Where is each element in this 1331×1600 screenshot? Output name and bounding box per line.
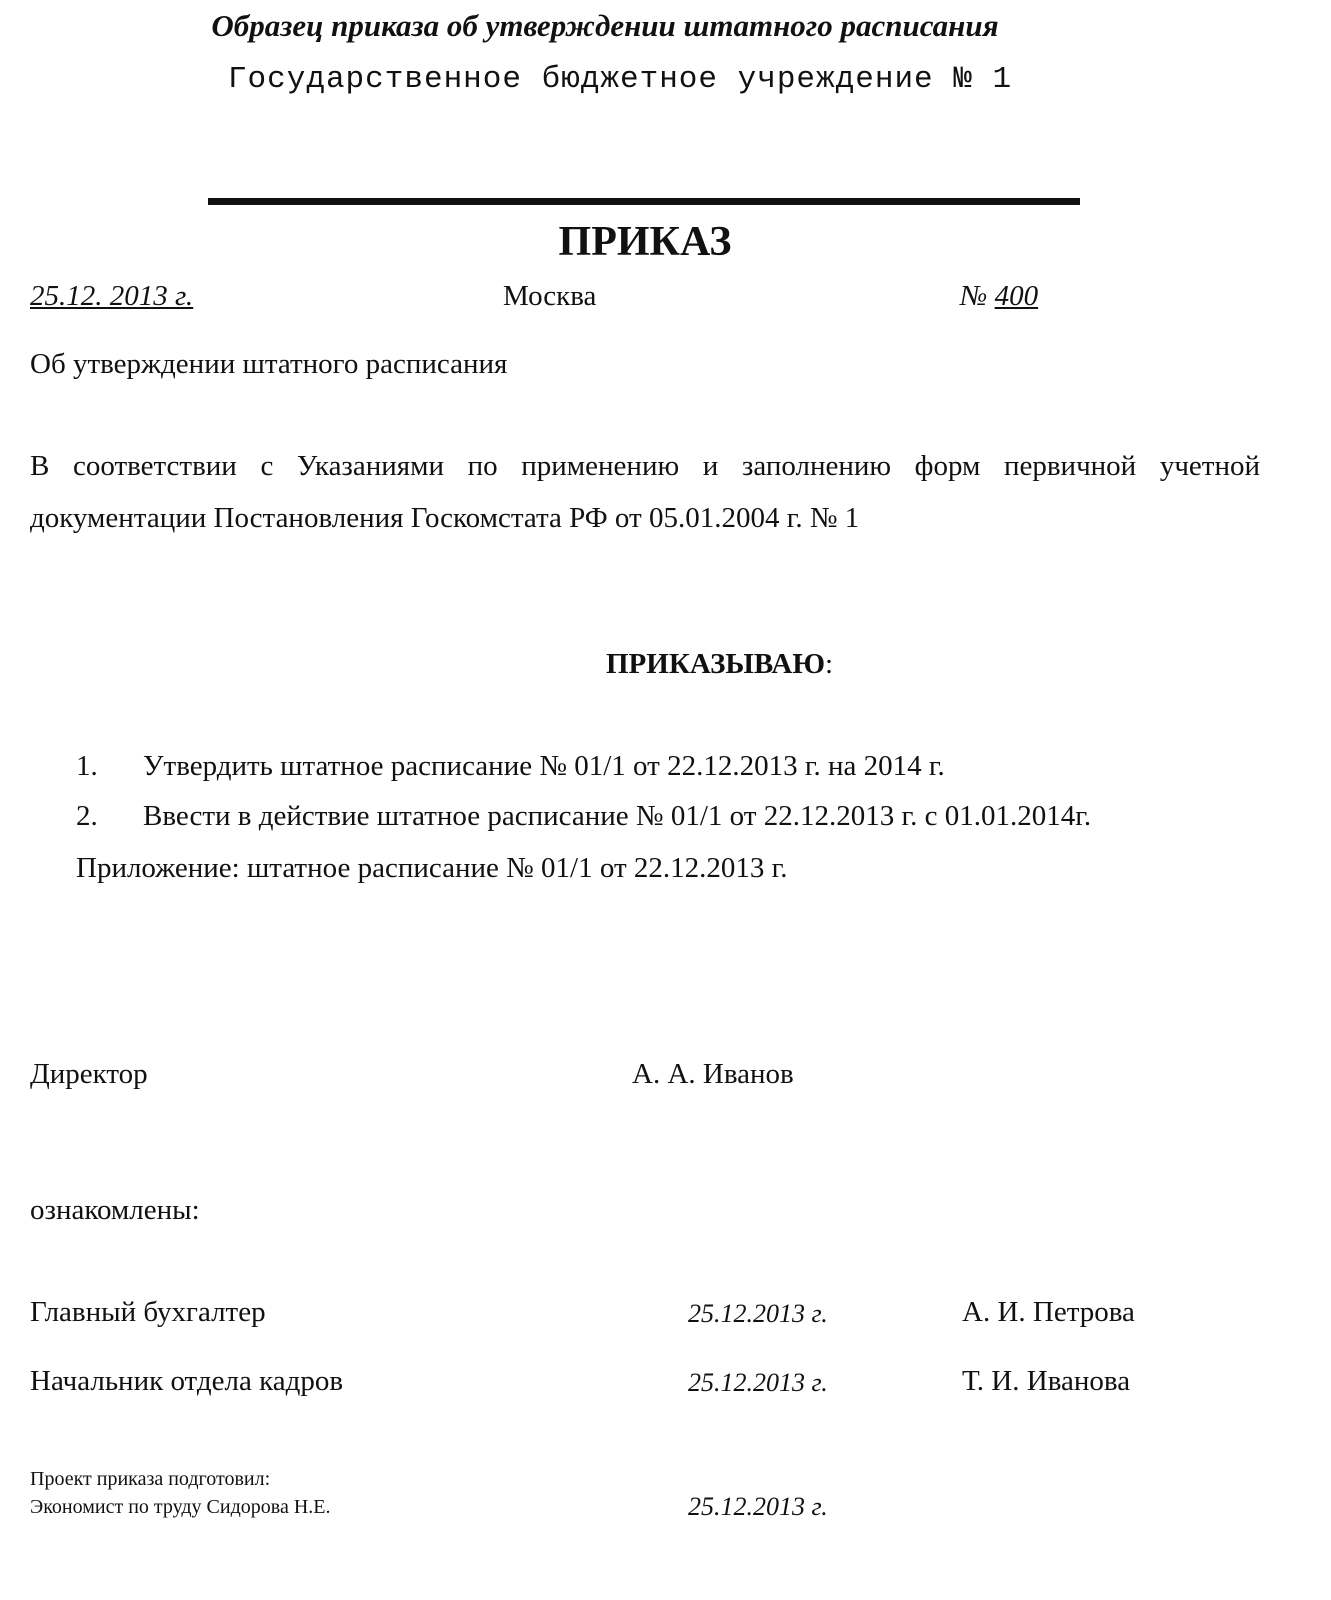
order-number-prefix: № (960, 280, 995, 312)
order-number (960, 280, 1038, 313)
document-sample-title: Образец приказа об утверждении штатного расписания (211, 8, 999, 43)
list-item-number: 1. (76, 750, 98, 782)
order-subject: Об утверждении штатного расписания (30, 348, 508, 380)
order-date: 25.12. 2013 г. (30, 280, 194, 312)
acknowledgement-label: ознакомлены: (30, 1194, 200, 1226)
order-basis: В соответствии с Указаниями по применению и заполнению форм первичной учетной документации Постановления Госкомстата РФ от 05.01.2004 г. № 1 (30, 450, 1260, 534)
signatory-role: Директор (30, 1058, 148, 1090)
directive-colon: : (824, 648, 834, 680)
prepared-by-date: 25.12.2013 г. (688, 1492, 828, 1521)
ack-role: Главный бухгалтер (30, 1296, 266, 1328)
order-city: Москва (503, 280, 597, 312)
organization-name: Государственное бюджетное учреждение № 1 (227, 62, 1013, 97)
list-item-number: 2. (76, 800, 98, 832)
prepared-by-person: Экономист по труду Сидорова Н.Е. (30, 1496, 331, 1518)
order-number-value: 400 (994, 280, 1039, 312)
ack-date: 25.12.2013 г. (688, 1299, 828, 1328)
order-title: ПРИКАЗ (558, 219, 732, 265)
list-item (76, 800, 1276, 840)
ack-name: Т. И. Иванова (962, 1365, 1131, 1397)
list-item-text: Утвердить штатное расписание № 01/1 от 22.12.2013 г. на 2014 г. (143, 750, 945, 782)
ack-role: Начальник отдела кадров (30, 1365, 344, 1397)
directive-word: ПРИКАЗЫВАЮ (606, 648, 825, 680)
ack-date: 25.12.2013 г. (688, 1368, 828, 1397)
order-appendix: Приложение: штатное расписание № 01/1 от 22.12.2013 г. (76, 852, 788, 884)
signatory-name: А. А. Иванов (632, 1058, 794, 1090)
ack-name: А. И. Петрова (962, 1296, 1135, 1328)
prepared-by-label: Проект приказа подготовил: (30, 1468, 271, 1490)
header-divider (208, 198, 1080, 205)
list-item-text: Ввести в действие штатное расписание № 01/1 от 22.12.2013 г. с 01.01.2014г. (143, 800, 1092, 832)
list-item (76, 750, 1276, 790)
directive-heading (606, 648, 833, 681)
